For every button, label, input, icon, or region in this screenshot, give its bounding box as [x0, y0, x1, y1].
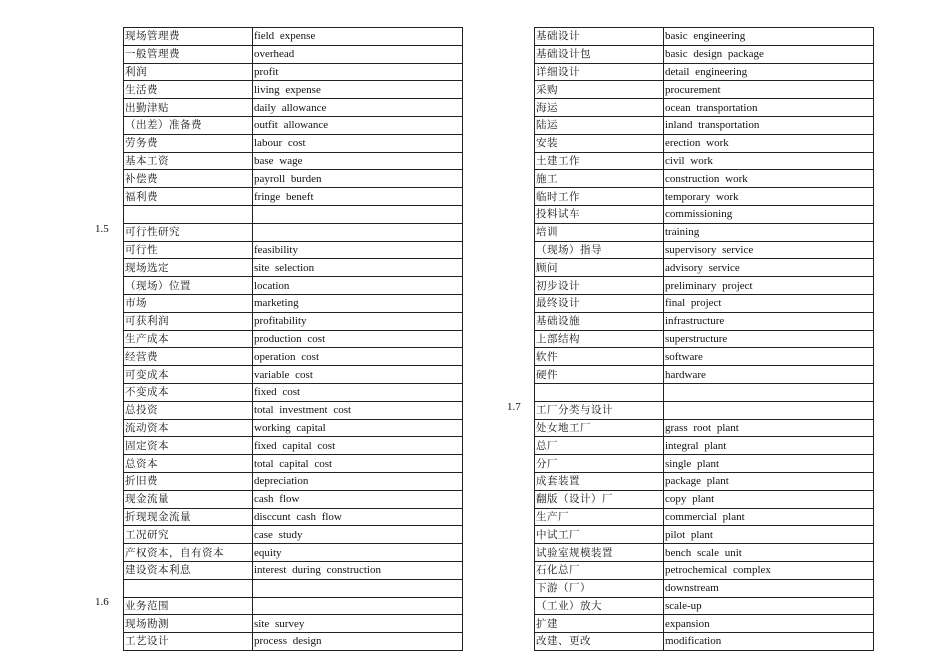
- glossary-row: [535, 28, 874, 46]
- chinese-term: 生产成本: [124, 330, 253, 348]
- glossary-row: [124, 330, 463, 348]
- chinese-term: 劳务费: [124, 134, 253, 152]
- glossary-row: [535, 81, 874, 99]
- chinese-term: 不变成本: [124, 383, 253, 401]
- chinese-term: 可行性: [124, 241, 253, 259]
- chinese-term: 建设资本利息: [124, 561, 253, 579]
- english-term: disccunt cash flow: [253, 508, 463, 526]
- glossary-row: [124, 579, 463, 597]
- english-term: procurement: [664, 81, 874, 99]
- chinese-term: 现场选定: [124, 259, 253, 277]
- chinese-term: 可变成本: [124, 366, 253, 384]
- glossary-row: [124, 205, 463, 223]
- chinese-term: 福利费: [124, 188, 253, 206]
- chinese-term: 补偿费: [124, 170, 253, 188]
- english-term: [253, 223, 463, 241]
- english-term: site survey: [253, 615, 463, 633]
- glossary-row: [124, 28, 463, 46]
- chinese-term: （现场）位置: [124, 277, 253, 295]
- section-number: 1.5: [95, 223, 109, 236]
- glossary-row: [124, 294, 463, 312]
- glossary-row: [535, 401, 874, 419]
- glossary-row: [124, 116, 463, 134]
- chinese-term: 生产厂: [535, 508, 664, 526]
- english-term: marketing: [253, 294, 463, 312]
- chinese-term: 总厂: [535, 437, 664, 455]
- chinese-term: 试验室规模装置: [535, 544, 664, 562]
- glossary-row: [124, 633, 463, 651]
- chinese-term: 初步设计: [535, 277, 664, 295]
- english-term: temporary work: [664, 188, 874, 206]
- glossary-row: [124, 597, 463, 615]
- section-heading: 可行性研究: [124, 223, 253, 241]
- glossary-row: [124, 188, 463, 206]
- english-term: pilot plant: [664, 526, 874, 544]
- glossary-row: [535, 419, 874, 437]
- chinese-term: 投料试车: [535, 205, 664, 223]
- english-term: production cost: [253, 330, 463, 348]
- glossary-row: [124, 455, 463, 473]
- english-term: daily allowance: [253, 99, 463, 117]
- english-term: interest during construction: [253, 561, 463, 579]
- glossary-row: [124, 99, 463, 117]
- glossary-row: [535, 597, 874, 615]
- glossary-row: [124, 490, 463, 508]
- english-term: supervisory service: [664, 241, 874, 259]
- english-term: single plant: [664, 455, 874, 473]
- glossary-row: [535, 152, 874, 170]
- chinese-term: （现场）指导: [535, 241, 664, 259]
- english-term: outfit allowance: [253, 116, 463, 134]
- chinese-term: 产权资本，自有资本: [124, 544, 253, 562]
- glossary-row: [124, 277, 463, 295]
- chinese-term: 硬件: [535, 366, 664, 384]
- glossary-row: [535, 116, 874, 134]
- chinese-term: 利润: [124, 63, 253, 81]
- glossary-row: [535, 45, 874, 63]
- english-term: [253, 579, 463, 597]
- glossary-row: [124, 312, 463, 330]
- glossary-row: [124, 401, 463, 419]
- glossary-row: [535, 330, 874, 348]
- english-term: bench scale unit: [664, 544, 874, 562]
- english-term: [253, 205, 463, 223]
- english-term: fringe beneft: [253, 188, 463, 206]
- chinese-term: 可获利润: [124, 312, 253, 330]
- english-term: ocean transportation: [664, 99, 874, 117]
- english-term: commercial plant: [664, 508, 874, 526]
- glossary-row: [535, 633, 874, 651]
- english-term: equity: [253, 544, 463, 562]
- chinese-term: 培训: [535, 223, 664, 241]
- glossary-row: [124, 259, 463, 277]
- glossary-row: [535, 205, 874, 223]
- chinese-term: 现金流量: [124, 490, 253, 508]
- english-term: civil work: [664, 152, 874, 170]
- english-term: process design: [253, 633, 463, 651]
- glossary-row: [124, 419, 463, 437]
- glossary-row: [124, 508, 463, 526]
- section-number: 1.7: [507, 400, 521, 413]
- glossary-row: [124, 348, 463, 366]
- glossary-row: [535, 348, 874, 366]
- left-glossary-table: [123, 27, 463, 651]
- english-term: total investment cost: [253, 401, 463, 419]
- english-term: [253, 597, 463, 615]
- chinese-term: 经营费: [124, 348, 253, 366]
- chinese-term: 处女地工厂: [535, 419, 664, 437]
- chinese-term: 顾问: [535, 259, 664, 277]
- glossary-row: [535, 312, 874, 330]
- english-term: location: [253, 277, 463, 295]
- glossary-row: [535, 223, 874, 241]
- glossary-row: [535, 579, 874, 597]
- chinese-term: 最终设计: [535, 294, 664, 312]
- english-term: [664, 401, 874, 419]
- english-term: base wage: [253, 152, 463, 170]
- english-term: petrochemical complex: [664, 561, 874, 579]
- chinese-term: 基础设施: [535, 312, 664, 330]
- chinese-term: 上部结构: [535, 330, 664, 348]
- chinese-term: （出差）准备费: [124, 116, 253, 134]
- chinese-term: 陆运: [535, 116, 664, 134]
- chinese-term: 下游（厂）: [535, 579, 664, 597]
- chinese-term: 软件: [535, 348, 664, 366]
- english-term: payroll burden: [253, 170, 463, 188]
- glossary-row: [535, 472, 874, 490]
- glossary-row: [124, 615, 463, 633]
- glossary-row: [535, 615, 874, 633]
- english-term: inland transportation: [664, 116, 874, 134]
- glossary-row: [535, 490, 874, 508]
- glossary-row: [124, 170, 463, 188]
- english-term: detail engineering: [664, 63, 874, 81]
- chinese-term: 一般管理费: [124, 45, 253, 63]
- glossary-row: [535, 455, 874, 473]
- glossary-row: [124, 383, 463, 401]
- glossary-row: [124, 366, 463, 384]
- english-term: fixed capital cost: [253, 437, 463, 455]
- glossary-row: [124, 241, 463, 259]
- english-term: infrastructure: [664, 312, 874, 330]
- english-term: field expense: [253, 28, 463, 46]
- english-term: profit: [253, 63, 463, 81]
- english-term: superstructure: [664, 330, 874, 348]
- chinese-term: 总投资: [124, 401, 253, 419]
- chinese-term: 固定资本: [124, 437, 253, 455]
- english-term: cash flow: [253, 490, 463, 508]
- english-term: package plant: [664, 472, 874, 490]
- glossary-row: [535, 277, 874, 295]
- glossary-row: [124, 561, 463, 579]
- chinese-term: 生活费: [124, 81, 253, 99]
- glossary-row: [535, 508, 874, 526]
- glossary-row: [124, 134, 463, 152]
- chinese-term: 出勤津贴: [124, 99, 253, 117]
- section-heading: 业务范围: [124, 597, 253, 615]
- english-term: hardware: [664, 366, 874, 384]
- glossary-row: [535, 526, 874, 544]
- english-term: construction work: [664, 170, 874, 188]
- english-term: fixed cost: [253, 383, 463, 401]
- chinese-term: 采购: [535, 81, 664, 99]
- english-term: profitability: [253, 312, 463, 330]
- english-term: final project: [664, 294, 874, 312]
- glossary-row: [535, 99, 874, 117]
- glossary-row: [535, 437, 874, 455]
- english-term: site selection: [253, 259, 463, 277]
- english-term: basic engineering: [664, 28, 874, 46]
- chinese-term: 土建工作: [535, 152, 664, 170]
- right-glossary-table: [534, 27, 874, 651]
- chinese-term: 分厂: [535, 455, 664, 473]
- english-term: feasibility: [253, 241, 463, 259]
- chinese-term: [124, 205, 253, 223]
- english-term: basic design package: [664, 45, 874, 63]
- chinese-term: 总资本: [124, 455, 253, 473]
- glossary-row: [535, 134, 874, 152]
- chinese-term: 成套装置: [535, 472, 664, 490]
- english-term: commissioning: [664, 205, 874, 223]
- chinese-term: 改建、更改: [535, 633, 664, 651]
- chinese-term: 石化总厂: [535, 561, 664, 579]
- section-heading: 工厂分类与设计: [535, 401, 664, 419]
- english-term: advisory service: [664, 259, 874, 277]
- glossary-row: [535, 383, 874, 401]
- english-term: integral plant: [664, 437, 874, 455]
- english-term: scale-up: [664, 597, 874, 615]
- chinese-term: 折现现金流量: [124, 508, 253, 526]
- chinese-term: 市场: [124, 294, 253, 312]
- glossary-row: [535, 63, 874, 81]
- glossary-row: [124, 223, 463, 241]
- chinese-term: 折旧费: [124, 472, 253, 490]
- chinese-term: 翻版（设计）厂: [535, 490, 664, 508]
- english-term: case study: [253, 526, 463, 544]
- glossary-row: [124, 63, 463, 81]
- chinese-term: 中试工厂: [535, 526, 664, 544]
- glossary-row: [124, 437, 463, 455]
- chinese-term: 详细设计: [535, 63, 664, 81]
- chinese-term: 施工: [535, 170, 664, 188]
- glossary-row: [535, 170, 874, 188]
- english-term: training: [664, 223, 874, 241]
- chinese-term: [124, 579, 253, 597]
- chinese-term: 基础设计: [535, 28, 664, 46]
- chinese-term: 工艺设计: [124, 633, 253, 651]
- glossary-row: [124, 152, 463, 170]
- glossary-row: [124, 81, 463, 99]
- glossary-row: [535, 241, 874, 259]
- english-term: software: [664, 348, 874, 366]
- english-term: working capital: [253, 419, 463, 437]
- glossary-row: [535, 259, 874, 277]
- english-term: erection work: [664, 134, 874, 152]
- chinese-term: 扩建: [535, 615, 664, 633]
- chinese-term: 安装: [535, 134, 664, 152]
- section-number: 1.6: [95, 596, 109, 608]
- glossary-row: [535, 561, 874, 579]
- chinese-term: 现场勘测: [124, 615, 253, 633]
- chinese-term: [535, 383, 664, 401]
- glossary-row: [535, 294, 874, 312]
- chinese-term: （工业）放大: [535, 597, 664, 615]
- english-term: expansion: [664, 615, 874, 633]
- chinese-term: 流动资本: [124, 419, 253, 437]
- chinese-term: 基础设计包: [535, 45, 664, 63]
- glossary-row: [535, 544, 874, 562]
- glossary-row: [535, 366, 874, 384]
- english-term: grass root plant: [664, 419, 874, 437]
- english-term: copy plant: [664, 490, 874, 508]
- english-term: operation cost: [253, 348, 463, 366]
- english-term: depreciation: [253, 472, 463, 490]
- english-term: modification: [664, 633, 874, 651]
- chinese-term: 工况研究: [124, 526, 253, 544]
- chinese-term: 海运: [535, 99, 664, 117]
- english-term: overhead: [253, 45, 463, 63]
- glossary-row: [535, 188, 874, 206]
- english-term: preliminary project: [664, 277, 874, 295]
- glossary-row: [124, 472, 463, 490]
- chinese-term: 临时工作: [535, 188, 664, 206]
- chinese-term: 现场管理费: [124, 28, 253, 46]
- english-term: variable cost: [253, 366, 463, 384]
- english-term: living expense: [253, 81, 463, 99]
- glossary-row: [124, 45, 463, 63]
- english-term: [664, 383, 874, 401]
- english-term: total capital cost: [253, 455, 463, 473]
- chinese-term: 基本工资: [124, 152, 253, 170]
- english-term: labour cost: [253, 134, 463, 152]
- glossary-row: [124, 526, 463, 544]
- glossary-row: [124, 544, 463, 562]
- english-term: downstream: [664, 579, 874, 597]
